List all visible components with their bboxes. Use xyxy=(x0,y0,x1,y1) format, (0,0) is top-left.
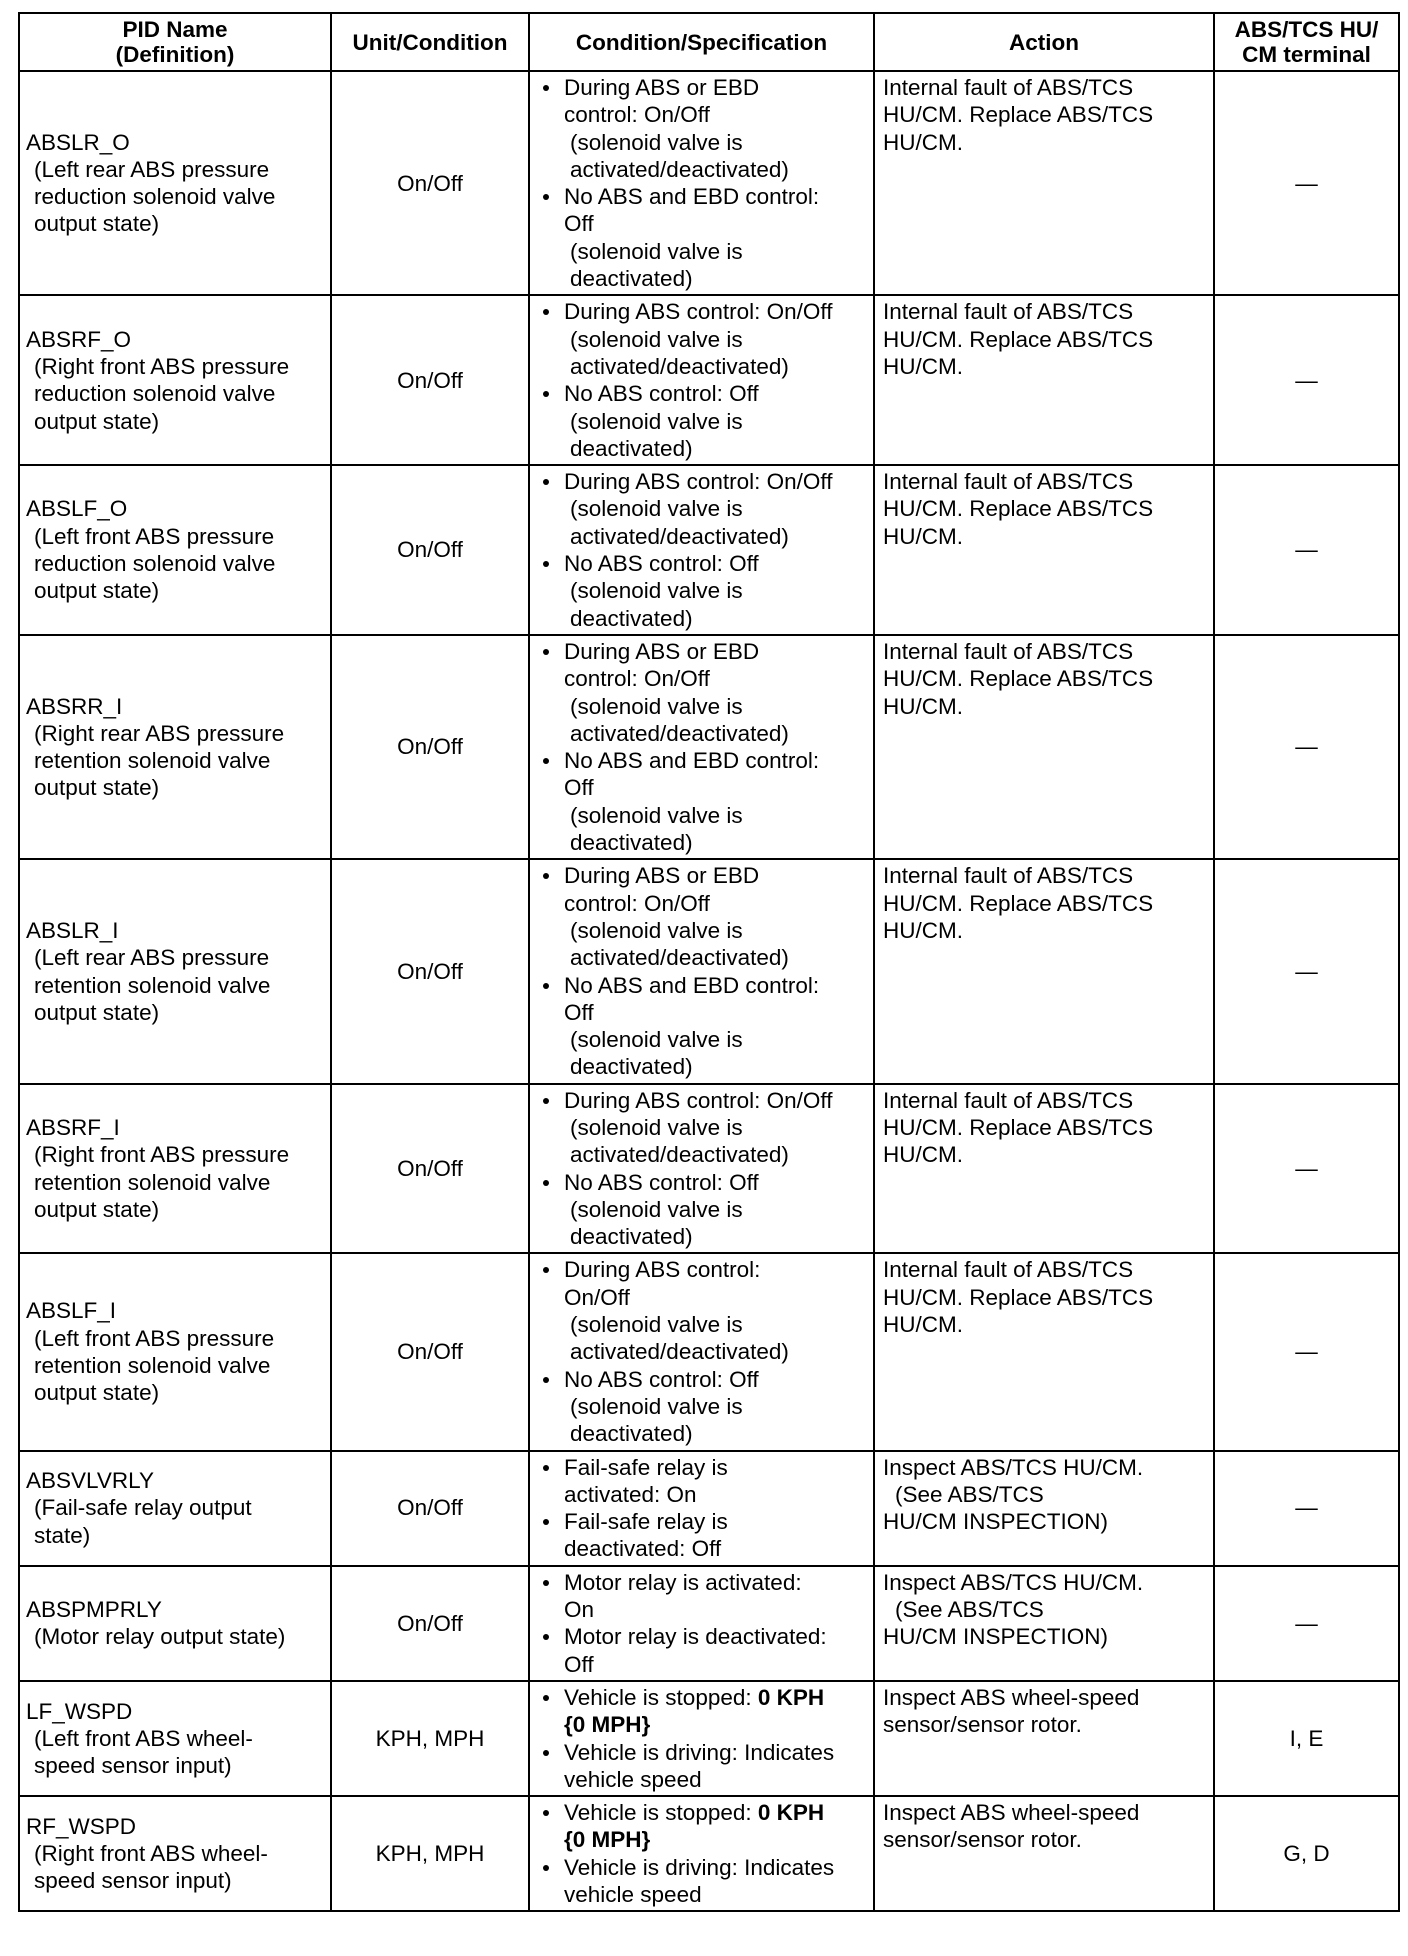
pid-name: ABSRR_I xyxy=(26,693,123,719)
action-line: Internal fault of ABS/TCS xyxy=(883,75,1134,100)
condition-item xyxy=(538,638,869,747)
unit-cell: KPH, MPH xyxy=(331,1796,529,1911)
action-line: HU/CM. Replace ABS/TCS xyxy=(883,890,1154,916)
condition-line: (solenoid valve is xyxy=(570,496,743,522)
condition-line: During ABS or EBD xyxy=(564,75,760,100)
condition-line: Motor relay is deactivated: xyxy=(564,1624,827,1650)
action-line: HU/CM. xyxy=(883,523,963,549)
action-cell xyxy=(874,635,1214,859)
pid-definition-line: output state) xyxy=(34,1380,160,1406)
condition-line: Off xyxy=(564,211,594,237)
unit-cell: On/Off xyxy=(331,71,529,295)
condition-line: deactivated) xyxy=(570,1224,693,1250)
unit-cell: On/Off xyxy=(331,295,529,465)
action-line: HU/CM. xyxy=(883,1312,963,1338)
condition-item xyxy=(538,183,869,292)
condition-line: On xyxy=(564,1597,595,1623)
condition-cell xyxy=(529,1451,874,1566)
condition-line: deactivated) xyxy=(570,605,693,631)
pid-table xyxy=(18,12,1400,1912)
pid-cell xyxy=(19,1451,331,1566)
pid-cell xyxy=(19,465,331,635)
speed-value: 0 KPH xyxy=(757,1684,825,1710)
condition-line: (solenoid valve is xyxy=(570,693,743,719)
condition-line: Off xyxy=(564,1651,594,1677)
action-line: HU/CM INSPECTION) xyxy=(883,1624,1108,1650)
action-line: Inspect ABS/TCS HU/CM. xyxy=(883,1454,1144,1480)
header-condition-specification: Condition/Specification xyxy=(529,13,874,71)
condition-cell xyxy=(529,465,874,635)
condition-line: During ABS control: On/Off xyxy=(564,1087,833,1113)
pid-definition-line: reduction solenoid valve xyxy=(34,184,276,210)
pid-definition-line: retention solenoid valve xyxy=(34,1353,271,1378)
terminal-cell: I, E xyxy=(1214,1681,1399,1796)
terminal-cell: — xyxy=(1214,465,1399,635)
action-line: Internal fault of ABS/TCS xyxy=(883,299,1134,325)
pid-definition-line: (Left front ABS wheel- xyxy=(34,1725,253,1751)
action-cell xyxy=(874,1566,1214,1681)
pid-definition-line: (Motor relay output state) xyxy=(34,1624,286,1650)
condition-list xyxy=(538,468,869,632)
condition-line: activated/deactivated) xyxy=(570,945,789,971)
terminal-cell: — xyxy=(1214,1084,1399,1254)
action-cell xyxy=(874,465,1214,635)
unit-cell: On/Off xyxy=(331,859,529,1083)
action-cell xyxy=(874,1084,1214,1254)
action-cell xyxy=(874,1681,1214,1796)
action-cell xyxy=(874,1796,1214,1911)
action-cell xyxy=(874,295,1214,465)
condition-line: Vehicle is driving: Indicates xyxy=(564,1854,835,1880)
condition-item xyxy=(538,1799,869,1854)
action-cell xyxy=(874,1451,1214,1566)
action-line: HU/CM. Replace ABS/TCS xyxy=(883,1114,1154,1140)
condition-cell xyxy=(529,1253,874,1450)
action-line: HU/CM. xyxy=(883,1142,963,1168)
condition-line: Fail-safe relay is xyxy=(564,1509,728,1535)
action-line: Inspect ABS wheel-speed xyxy=(883,1684,1140,1710)
condition-line: activated/deactivated) xyxy=(570,1339,789,1365)
condition-line: activated/deactivated) xyxy=(570,156,789,182)
condition-line: control: On/Off xyxy=(564,890,710,916)
condition-line: Motor relay is activated: xyxy=(564,1569,802,1595)
pid-definition-line: reduction solenoid valve xyxy=(34,551,276,577)
condition-line: (solenoid valve is xyxy=(570,1196,743,1222)
pid-cell xyxy=(19,295,331,465)
table-row xyxy=(19,1253,1399,1450)
condition-line: No ABS control: Off xyxy=(564,1366,759,1392)
condition-line: Vehicle is driving: Indicates xyxy=(564,1739,835,1765)
condition-cell xyxy=(529,71,874,295)
pid-cell xyxy=(19,71,331,295)
unit-cell: On/Off xyxy=(331,635,529,859)
pid-definition-line: output state) xyxy=(34,211,160,237)
condition-cell xyxy=(529,295,874,465)
pid-name: ABSLF_I xyxy=(26,1298,117,1324)
condition-line: deactivated: Off xyxy=(564,1536,722,1562)
condition-cell xyxy=(529,635,874,859)
condition-item xyxy=(538,1087,869,1169)
header-unit-condition: Unit/Condition xyxy=(331,13,529,71)
action-line: HU/CM. Replace ABS/TCS xyxy=(883,666,1154,692)
pid-definition-line: speed sensor input) xyxy=(34,1753,232,1779)
action-line: Inspect ABS wheel-speed xyxy=(883,1800,1140,1826)
pid-name: LF_WSPD xyxy=(26,1698,133,1724)
condition-item xyxy=(538,862,869,971)
condition-list xyxy=(538,1087,869,1251)
condition-list xyxy=(538,1684,869,1793)
terminal-cell: — xyxy=(1214,635,1399,859)
condition-item xyxy=(538,747,869,856)
pid-name: ABSRF_I xyxy=(26,1114,120,1140)
terminal-cell: G, D xyxy=(1214,1796,1399,1911)
action-cell xyxy=(874,859,1214,1083)
terminal-cell: — xyxy=(1214,71,1399,295)
condition-line: activated/deactivated) xyxy=(570,1142,789,1168)
table-row xyxy=(19,71,1399,295)
condition-item xyxy=(538,298,869,380)
action-line: HU/CM. xyxy=(883,693,963,719)
condition-item xyxy=(538,1739,869,1794)
condition-line: (solenoid valve is xyxy=(570,129,743,155)
condition-item xyxy=(538,74,869,183)
action-line: HU/CM. Replace ABS/TCS xyxy=(883,326,1154,352)
condition-line: (solenoid valve is xyxy=(570,917,743,943)
condition-line: During ABS or EBD xyxy=(564,863,760,889)
condition-line: (solenoid valve is xyxy=(570,238,743,264)
condition-line: On/Off xyxy=(564,1284,630,1310)
header-action: Action xyxy=(874,13,1214,71)
pid-cell xyxy=(19,1253,331,1450)
condition-line: (solenoid valve is xyxy=(570,1393,743,1419)
condition-line: No ABS control: Off xyxy=(564,551,759,577)
pid-definition-line: reduction solenoid valve xyxy=(34,381,276,407)
terminal-cell: — xyxy=(1214,295,1399,465)
pid-definition-line: (Left rear ABS pressure xyxy=(34,156,270,182)
condition-cell xyxy=(529,1566,874,1681)
table-row xyxy=(19,1681,1399,1796)
table-row xyxy=(19,465,1399,635)
condition-item xyxy=(538,1569,869,1624)
terminal-cell: — xyxy=(1214,1566,1399,1681)
pid-name: ABSVLVRLY xyxy=(26,1468,154,1494)
action-line: sensor/sensor rotor. xyxy=(883,1827,1082,1853)
condition-line: No ABS control: Off xyxy=(564,1169,759,1195)
condition-line: During ABS control: xyxy=(564,1257,761,1283)
pid-cell xyxy=(19,1084,331,1254)
unit-cell: On/Off xyxy=(331,465,529,635)
condition-line: During ABS or EBD xyxy=(564,638,760,664)
pid-name: ABSLR_I xyxy=(26,917,119,943)
condition-line: activated/deactivated) xyxy=(570,720,789,746)
condition-line: No ABS and EBD control: xyxy=(564,972,820,998)
terminal-cell: — xyxy=(1214,1451,1399,1566)
condition-item xyxy=(538,1854,869,1909)
condition-line: No ABS and EBD control: xyxy=(564,748,820,774)
condition-cell xyxy=(529,1681,874,1796)
pid-definition-line: (Right rear ABS pressure xyxy=(34,720,285,746)
pid-definition-line: output state) xyxy=(34,1196,160,1222)
condition-line: (solenoid valve is xyxy=(570,802,743,828)
condition-line: deactivated) xyxy=(570,266,693,292)
pid-cell xyxy=(19,1796,331,1911)
unit-cell: On/Off xyxy=(331,1084,529,1254)
pid-definition-line: retention solenoid valve xyxy=(34,1169,271,1195)
table-row xyxy=(19,635,1399,859)
condition-item xyxy=(538,1623,869,1678)
condition-item xyxy=(538,550,869,632)
condition-item xyxy=(538,1508,869,1563)
action-cell xyxy=(874,1253,1214,1450)
action-line: Inspect ABS/TCS HU/CM. xyxy=(883,1569,1144,1595)
condition-item xyxy=(538,1169,869,1251)
condition-item xyxy=(538,380,869,462)
pid-name: ABSLR_O xyxy=(26,129,130,155)
condition-list xyxy=(538,1799,869,1908)
condition-line: activated/deactivated) xyxy=(570,523,789,549)
action-line: Internal fault of ABS/TCS xyxy=(883,1087,1134,1113)
condition-line: (solenoid valve is xyxy=(570,326,743,352)
terminal-cell: — xyxy=(1214,859,1399,1083)
condition-line: deactivated) xyxy=(570,435,693,461)
action-line: sensor/sensor rotor. xyxy=(883,1712,1082,1738)
action-cell xyxy=(874,71,1214,295)
table-row xyxy=(19,1084,1399,1254)
pid-definition-line: retention solenoid valve xyxy=(34,972,271,998)
pid-definition-line: (Right front ABS wheel- xyxy=(34,1841,268,1867)
pid-name: ABSLF_O xyxy=(26,496,128,522)
condition-line: (solenoid valve is xyxy=(570,1114,743,1140)
condition-list xyxy=(538,862,869,1080)
table-row xyxy=(19,1796,1399,1911)
condition-line: activated/deactivated) xyxy=(570,353,789,379)
action-line: Internal fault of ABS/TCS xyxy=(883,638,1134,664)
condition-cell xyxy=(529,1796,874,1911)
condition-line: (solenoid valve is xyxy=(570,408,743,434)
condition-item xyxy=(538,1684,869,1739)
pid-definition-line: state) xyxy=(34,1522,91,1548)
action-line: (See ABS/TCS xyxy=(895,1481,1044,1507)
condition-line xyxy=(564,1799,869,1826)
table-row xyxy=(19,859,1399,1083)
action-line: HU/CM. xyxy=(883,353,963,379)
condition-item xyxy=(538,1366,869,1448)
speed-value-mph: {0 MPH} xyxy=(564,1712,651,1738)
pid-cell xyxy=(19,859,331,1083)
condition-item xyxy=(538,1454,869,1509)
pid-definition-line: retention solenoid valve xyxy=(34,748,271,774)
condition-list xyxy=(538,1256,869,1447)
condition-line: control: On/Off xyxy=(564,102,710,128)
unit-cell: On/Off xyxy=(331,1566,529,1681)
condition-line: During ABS control: On/Off xyxy=(564,299,833,325)
page xyxy=(18,12,1400,1912)
condition-line: activated: On xyxy=(564,1481,697,1507)
condition-line: No ABS control: Off xyxy=(564,381,759,407)
condition-line: No ABS and EBD control: xyxy=(564,184,820,210)
condition-text: Vehicle is stopped: xyxy=(564,1684,758,1710)
condition-list xyxy=(538,74,869,292)
pid-definition-line: (Left front ABS pressure xyxy=(34,1325,275,1351)
header-terminal: ABS/TCS HU/ CM terminal xyxy=(1214,13,1399,71)
condition-line: vehicle speed xyxy=(564,1766,702,1792)
pid-definition-line: (Right front ABS pressure xyxy=(34,353,290,379)
pid-definition-line: (Fail-safe relay output xyxy=(34,1495,252,1521)
condition-line: Fail-safe relay is xyxy=(564,1454,728,1480)
condition-cell xyxy=(529,1084,874,1254)
table-row xyxy=(19,295,1399,465)
condition-line: During ABS control: On/Off xyxy=(564,469,833,495)
speed-value-mph: {0 MPH} xyxy=(564,1827,651,1853)
pid-definition-line: output state) xyxy=(34,578,160,604)
condition-item xyxy=(538,972,869,1081)
action-line: HU/CM. Replace ABS/TCS xyxy=(883,102,1154,128)
pid-cell xyxy=(19,635,331,859)
condition-line: Off xyxy=(564,999,594,1025)
action-line: (See ABS/TCS xyxy=(895,1597,1044,1623)
pid-definition-line: (Left front ABS pressure xyxy=(34,523,275,549)
table-row xyxy=(19,1566,1399,1681)
pid-name: RF_WSPD xyxy=(26,1813,137,1839)
header-pid-name: PID Name (Definition) xyxy=(19,13,331,71)
pid-cell xyxy=(19,1681,331,1796)
speed-value: 0 KPH xyxy=(757,1800,825,1826)
action-line: HU/CM. xyxy=(883,129,963,155)
action-line: HU/CM. Replace ABS/TCS xyxy=(883,1284,1154,1310)
action-line: Internal fault of ABS/TCS xyxy=(883,863,1134,889)
action-line: HU/CM INSPECTION) xyxy=(883,1509,1108,1535)
pid-definition-line: (Right front ABS pressure xyxy=(34,1142,290,1168)
unit-cell: KPH, MPH xyxy=(331,1681,529,1796)
pid-definition-line: output state) xyxy=(34,999,160,1025)
condition-line: Off xyxy=(564,775,594,801)
condition-list xyxy=(538,1454,869,1563)
pid-name: ABSRF_O xyxy=(26,326,132,352)
condition-line: deactivated) xyxy=(570,830,693,856)
condition-line: (solenoid valve is xyxy=(570,1312,743,1338)
condition-cell xyxy=(529,859,874,1083)
condition-item xyxy=(538,1256,869,1365)
pid-cell xyxy=(19,1566,331,1681)
condition-line: deactivated) xyxy=(570,1421,693,1447)
pid-definition-line: speed sensor input) xyxy=(34,1868,232,1894)
condition-list xyxy=(538,638,869,856)
condition-line: control: On/Off xyxy=(564,666,710,692)
terminal-cell: — xyxy=(1214,1253,1399,1450)
condition-list xyxy=(538,1569,869,1678)
pid-definition-line: (Left rear ABS pressure xyxy=(34,945,270,971)
action-line: Internal fault of ABS/TCS xyxy=(883,1257,1134,1283)
table-row xyxy=(19,1451,1399,1566)
header-row xyxy=(19,13,1399,71)
pid-name: ABSPMPRLY xyxy=(26,1597,162,1623)
condition-list xyxy=(538,298,869,462)
condition-line: (solenoid valve is xyxy=(570,1027,743,1053)
condition-line: deactivated) xyxy=(570,1054,693,1080)
pid-definition-line: output state) xyxy=(34,408,160,434)
condition-line: (solenoid valve is xyxy=(570,578,743,604)
unit-cell: On/Off xyxy=(331,1253,529,1450)
condition-text: Vehicle is stopped: xyxy=(564,1800,758,1826)
condition-line xyxy=(564,1684,869,1711)
condition-item xyxy=(538,468,869,550)
condition-line: vehicle speed xyxy=(564,1882,702,1907)
pid-definition-line: output state) xyxy=(34,775,160,801)
unit-cell: On/Off xyxy=(331,1451,529,1566)
action-line: Internal fault of ABS/TCS xyxy=(883,469,1134,495)
action-line: HU/CM. Replace ABS/TCS xyxy=(883,496,1154,522)
action-line: HU/CM. xyxy=(883,917,963,943)
